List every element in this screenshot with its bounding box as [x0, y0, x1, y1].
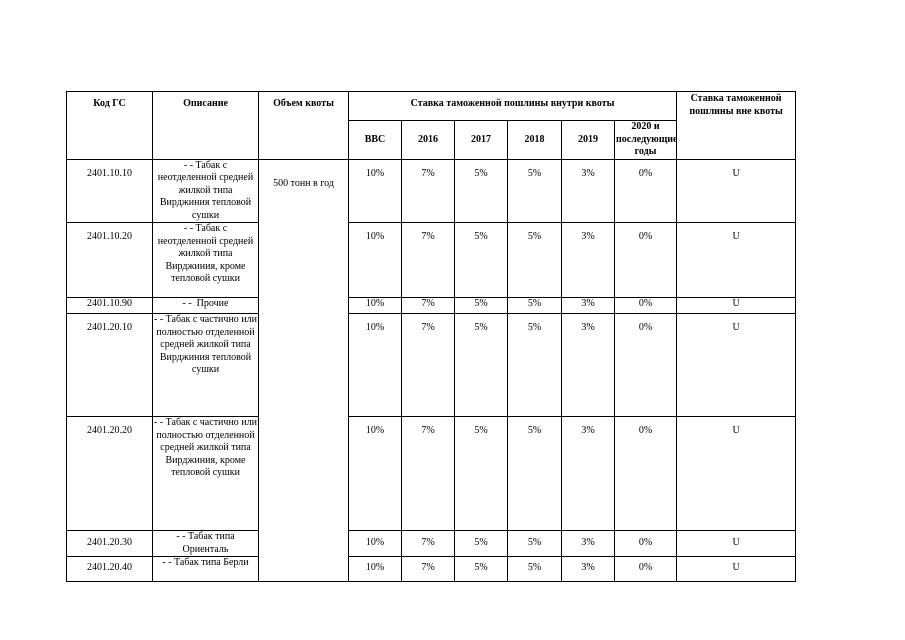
- description: - - Табак с неотделенной средней жилкой типа Вирджиния, кроме тепловой сушки: [153, 223, 259, 298]
- hs-code: 2401.20.10: [67, 314, 153, 417]
- rate-2017: 5%: [455, 417, 508, 531]
- description: - - Табак типа Берли: [153, 557, 259, 582]
- rate-2017: 5%: [455, 314, 508, 417]
- rate-2018: 5%: [508, 531, 562, 557]
- rate-2018: 5%: [508, 314, 562, 417]
- header-year-2016: 2016: [402, 121, 455, 160]
- rate-2019: 3%: [562, 159, 615, 223]
- rate-2018: 5%: [508, 223, 562, 298]
- rate-2020-plus: 0%: [615, 557, 677, 582]
- rate-2016: 7%: [402, 223, 455, 298]
- header-in-quota-rate: Ставка таможенной пошлины внутри квоты: [349, 92, 677, 121]
- rate-2016: 7%: [402, 417, 455, 531]
- rate-2019: 3%: [562, 314, 615, 417]
- rate-2016: 7%: [402, 557, 455, 582]
- rate-2020-plus: 0%: [615, 223, 677, 298]
- header-year-bbc: ВВС: [349, 121, 402, 160]
- rate-2018: 5%: [508, 417, 562, 531]
- rate-2018: 5%: [508, 159, 562, 223]
- header-year-2017: 2017: [455, 121, 508, 160]
- rate-2019: 3%: [562, 557, 615, 582]
- out-quota-rate: U: [677, 417, 796, 531]
- hs-code: 2401.20.30: [67, 531, 153, 557]
- rate-2018: 5%: [508, 557, 562, 582]
- rate-bbc: 10%: [349, 417, 402, 531]
- table-row: [67, 314, 796, 417]
- rate-2017: 5%: [455, 159, 508, 223]
- description: - - Прочие: [153, 298, 259, 314]
- out-quota-rate: U: [677, 314, 796, 417]
- header-code: Код ГС: [67, 92, 153, 160]
- hs-code: 2401.20.20: [67, 417, 153, 531]
- rate-2020-plus: 0%: [615, 531, 677, 557]
- header-year-2018: 2018: [508, 121, 562, 160]
- rate-bbc: 10%: [349, 314, 402, 417]
- out-quota-rate: U: [677, 159, 796, 223]
- rate-2020-plus: 0%: [615, 314, 677, 417]
- description: - - Табак с частично или полностью отделенной средней жилкой типа Вирджиния, кроме тепловой сушки: [153, 417, 259, 531]
- rate-bbc: 10%: [349, 223, 402, 298]
- hs-code: 2401.10.20: [67, 223, 153, 298]
- rate-2020-plus: 0%: [615, 417, 677, 531]
- out-quota-rate: U: [677, 223, 796, 298]
- header-out-quota-rate: Ставка таможенной пошлины вне квоты: [677, 92, 796, 160]
- header-quota-volume: Объем квоты: [259, 92, 349, 160]
- description: - - Табак с неотделенной средней жилкой типа Вирджиния тепловой сушки: [153, 159, 259, 223]
- rate-bbc: 10%: [349, 298, 402, 314]
- rate-2019: 3%: [562, 223, 615, 298]
- header-year-2020-plus: 2020 и последующие годы: [616, 121, 678, 157]
- table-row: [67, 223, 796, 298]
- header-year-2019: 2019: [562, 121, 615, 160]
- rate-bbc: 10%: [349, 531, 402, 557]
- rate-2017: 5%: [455, 531, 508, 557]
- out-quota-rate: U: [677, 557, 796, 582]
- table-row: [67, 159, 796, 223]
- description: - - Табак с частично или полностью отделенной средней жилкой типа Вирджиния тепловой сушки: [153, 314, 259, 417]
- rate-bbc: 10%: [349, 557, 402, 582]
- table-row: [67, 531, 796, 557]
- rate-2019: 3%: [562, 298, 615, 314]
- rate-2016: 7%: [402, 314, 455, 417]
- rate-2020-plus: 0%: [615, 298, 677, 314]
- rate-2016: 7%: [402, 531, 455, 557]
- rate-2017: 5%: [455, 557, 508, 582]
- out-quota-rate: U: [677, 298, 796, 314]
- table-row: [67, 417, 796, 531]
- table-row: [67, 557, 796, 582]
- quota-volume: 500 тонн в год: [259, 159, 349, 582]
- rate-2019: 3%: [562, 531, 615, 557]
- rate-2019: 3%: [562, 417, 615, 531]
- rate-2016: 7%: [402, 159, 455, 223]
- rate-2020-plus: 0%: [615, 159, 677, 223]
- rate-2017: 5%: [455, 298, 508, 314]
- out-quota-rate: U: [677, 531, 796, 557]
- rate-2016: 7%: [402, 298, 455, 314]
- hs-code: 2401.20.40: [67, 557, 153, 582]
- table-row: [67, 298, 796, 314]
- rate-bbc: 10%: [349, 159, 402, 223]
- rate-2018: 5%: [508, 298, 562, 314]
- hs-code: 2401.10.90: [67, 298, 153, 314]
- hs-code: 2401.10.10: [67, 159, 153, 223]
- rate-2017: 5%: [455, 223, 508, 298]
- description: - - Табак типа Ориенталь: [153, 531, 259, 557]
- header-description: Описание: [153, 92, 259, 160]
- tariff-quota-table: [66, 91, 796, 582]
